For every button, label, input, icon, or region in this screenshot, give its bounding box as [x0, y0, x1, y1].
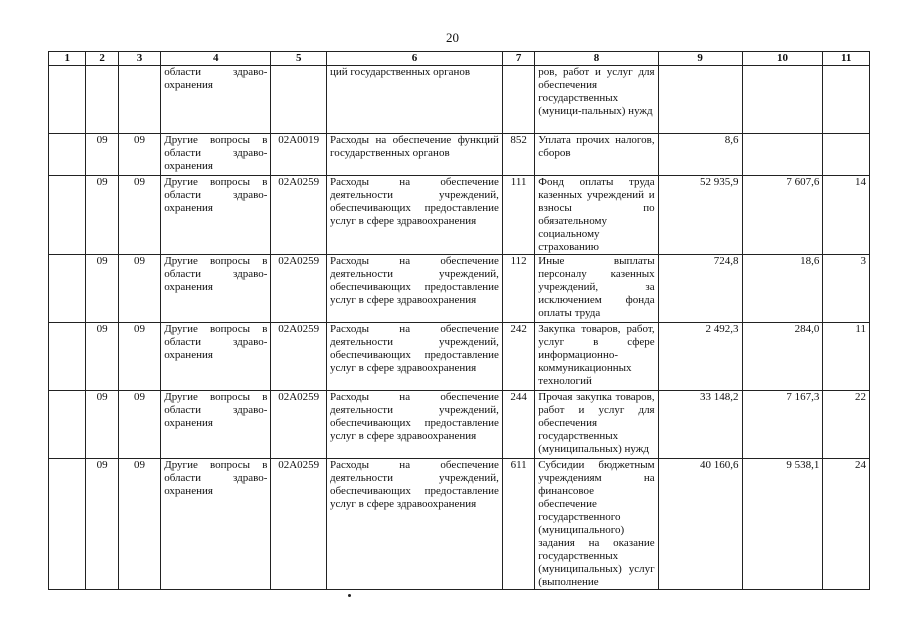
table-cell-c11: 11: [823, 323, 870, 391]
table-cell-c11: 22: [823, 391, 870, 459]
table-cell-c3: 09: [118, 323, 160, 391]
table-cell-c4: Другие вопросы в области здраво-охранения: [161, 134, 271, 176]
table-cell-c6: Расходы на обеспечение деятельности учреждений, обеспечивающих предоставление услуг в сфере здравоохранения: [327, 459, 503, 590]
table-cell-c5: 02А0019: [271, 134, 327, 176]
table-cell-c7: 244: [502, 391, 534, 459]
table-row: [49, 391, 870, 459]
table-cell-c9: 8,6: [658, 134, 742, 176]
table-cell-c1: [49, 255, 86, 323]
table-cell-c4: Другие вопросы в области здраво-охранения: [161, 459, 271, 590]
table-cell-c10: 284,0: [742, 323, 823, 391]
table-cell-c1: [49, 134, 86, 176]
table-row: [49, 134, 870, 176]
table-cell-c10: [742, 66, 823, 134]
column-header: 2: [86, 52, 118, 66]
table-cell-c9: [658, 66, 742, 134]
table-cell-c9: 2 492,3: [658, 323, 742, 391]
table-cell-c5: 02А0259: [271, 176, 327, 255]
table-cell-c8: Иные выплаты персоналу казенных учреждений, за исключением фонда оплаты труда: [535, 255, 658, 323]
table-cell-c6: Расходы на обеспечение деятельности учреждений, обеспечивающих предоставление услуг в сфере здравоохранения: [327, 323, 503, 391]
table-row: [49, 323, 870, 391]
column-header: 1: [49, 52, 86, 66]
table-cell-c7: 111: [502, 176, 534, 255]
table-cell-c2: 09: [86, 391, 118, 459]
table-row: [49, 66, 870, 134]
table-cell-c7: 112: [502, 255, 534, 323]
table-cell-c2: [86, 66, 118, 134]
column-number-row: [49, 52, 870, 66]
table-cell-c8: ров, работ и услуг для обеспечения государственных (муници-пальных) нужд: [535, 66, 658, 134]
table-cell-c2: 09: [86, 134, 118, 176]
table-cell-c2: 09: [86, 323, 118, 391]
table-cell-c1: [49, 459, 86, 590]
table-row: [49, 255, 870, 323]
stray-dot: [348, 594, 351, 597]
table-cell-c4: области здраво- охранения: [161, 66, 271, 134]
column-header: 4: [161, 52, 271, 66]
table-cell-c11: 24: [823, 459, 870, 590]
table-cell-c1: [49, 66, 86, 134]
table-cell-c4: Другие вопросы в области здраво-охранения: [161, 323, 271, 391]
table-cell-c9: 40 160,6: [658, 459, 742, 590]
table-cell-c11: [823, 66, 870, 134]
table-cell-c2: 09: [86, 459, 118, 590]
table-cell-c5: 02А0259: [271, 459, 327, 590]
table-cell-c7: 611: [502, 459, 534, 590]
table-cell-c10: 18,6: [742, 255, 823, 323]
budget-table: [48, 51, 870, 590]
table-cell-c1: [49, 391, 86, 459]
table-cell-c11: 14: [823, 176, 870, 255]
table-cell-c2: 09: [86, 255, 118, 323]
column-header: 10: [742, 52, 823, 66]
table-cell-c10: [742, 134, 823, 176]
table-row: [49, 459, 870, 590]
table-cell-c11: [823, 134, 870, 176]
table-cell-c3: [118, 66, 160, 134]
column-header: 9: [658, 52, 742, 66]
column-header: 7: [502, 52, 534, 66]
table-cell-c5: 02А0259: [271, 323, 327, 391]
column-header: 8: [535, 52, 658, 66]
table-cell-c10: 9 538,1: [742, 459, 823, 590]
table-cell-c9: 724,8: [658, 255, 742, 323]
table-cell-c8: Уплата прочих налогов, сборов: [535, 134, 658, 176]
column-header: 5: [271, 52, 327, 66]
table-cell-c4: Другие вопросы в области здраво-охранения: [161, 176, 271, 255]
column-header: 6: [327, 52, 503, 66]
table-cell-c9: 52 935,9: [658, 176, 742, 255]
column-header: 3: [118, 52, 160, 66]
table-cell-c2: 09: [86, 176, 118, 255]
table-cell-c6: Расходы на обеспечение функций государственных органов: [327, 134, 503, 176]
table-cell-c3: 09: [118, 391, 160, 459]
table-cell-c10: 7 167,3: [742, 391, 823, 459]
page-number: 20: [446, 30, 459, 45]
table-cell-c8: Фонд оплаты труда казенных учреждений и взносы по обязательному социальному страхованию: [535, 176, 658, 255]
table-cell-c8: Закупка товаров, работ, услуг в сфере информационно-коммуникационных технологий: [535, 323, 658, 391]
table-cell-c6: Расходы на обеспечение деятельности учреждений, обеспечивающих предоставление услуг в сфере здравоохранения: [327, 391, 503, 459]
table-cell-c6: Расходы на обеспечение деятельности учреждений, обеспечивающих предоставление услуг в сфере здравоохранения: [327, 255, 503, 323]
table-cell-c4: Другие вопросы в области здраво-охранения: [161, 391, 271, 459]
table-cell-c4: Другие вопросы в области здраво-охранения: [161, 255, 271, 323]
table-cell-c3: 09: [118, 459, 160, 590]
table-cell-c9: 33 148,2: [658, 391, 742, 459]
table-cell-c8: Прочая закупка товаров, работ и услуг для обеспечения государственных (муниципальных) нужд: [535, 391, 658, 459]
table-cell-c5: 02А0259: [271, 391, 327, 459]
table-cell-c7: 242: [502, 323, 534, 391]
table-row: [49, 176, 870, 255]
table-cell-c1: [49, 176, 86, 255]
table-cell-c7: [502, 66, 534, 134]
table-cell-c3: 09: [118, 255, 160, 323]
table-cell-c10: 7 607,6: [742, 176, 823, 255]
table-cell-c11: 3: [823, 255, 870, 323]
table-cell-c5: [271, 66, 327, 134]
column-header: 11: [823, 52, 870, 66]
table-cell-c6: ций государственных органов: [327, 66, 503, 134]
table-cell-c3: 09: [118, 176, 160, 255]
table-cell-c3: 09: [118, 134, 160, 176]
table-cell-c8: Субсидии бюджетным учреждениям на финансовое обеспечение государственного (муниципального) задания на оказание государственных (муниципальных) услуг (выполнение: [535, 459, 658, 590]
table-cell-c5: 02А0259: [271, 255, 327, 323]
table-cell-c7: 852: [502, 134, 534, 176]
table-cell-c1: [49, 323, 86, 391]
table-cell-c6: Расходы на обеспечение деятельности учреждений, обеспечивающих предоставление услуг в сфере здравоохранения: [327, 176, 503, 255]
